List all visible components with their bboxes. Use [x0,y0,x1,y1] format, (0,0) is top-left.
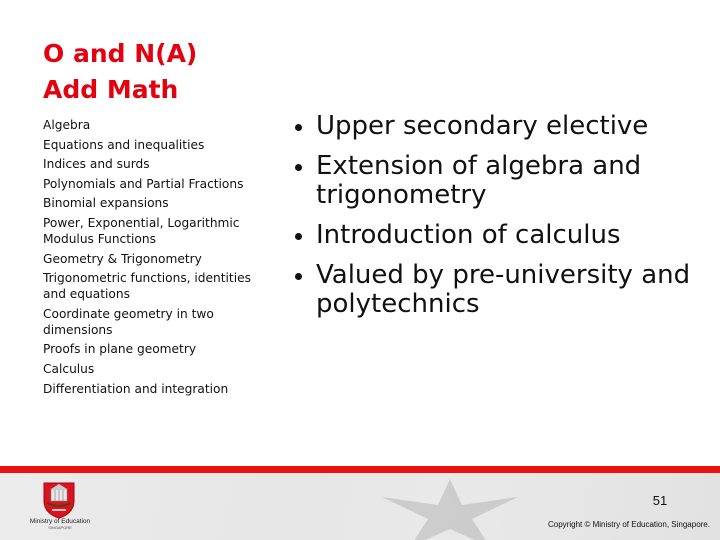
topic-item: Trigonometric functions, identities and equations [43,271,251,302]
key-point-text: Valued by pre-university and polytechnics [316,260,691,319]
key-point-text: Introduction of calculus [316,220,621,250]
bullet-icon [295,124,302,131]
logo-caption-subtitle: SINGAPORE [48,525,72,530]
starfish-watermark-icon [380,477,520,540]
slide-title-line-1: O and N(A) [43,39,198,68]
slide-title-line-2: Add Math [43,75,179,104]
footer-background [0,473,720,540]
topic-item: Proofs in plane geometry [43,342,197,357]
topic-item: Calculus [43,361,95,376]
bullet-icon [295,164,302,171]
topic-item: Algebra [43,118,91,132]
slide-title [43,36,197,108]
copyright-notice: Copyright © Ministry of Education, Singapore. [548,520,710,529]
footer-red-bar [0,466,720,473]
topic-item: Polynomials and Partial Fractions [43,176,244,191]
topic-item: Power, Exponential, Logarithmic Modulus Functions [43,215,240,246]
key-point [292,152,676,210]
moe-crest-icon [42,481,76,519]
page-number: 51 [652,493,668,508]
topic-item: Binomial expansions [43,196,169,211]
key-point-text: Upper secondary elective [316,111,649,141]
topic-list [43,117,273,400]
logo-caption-title: Ministry of Education [29,518,91,525]
key-point-text: Extension of algebra and trigonometry [316,151,642,210]
topic-item: Differentiation and integration [43,381,229,396]
key-points-list [292,112,702,330]
topic-item: Coordinate geometry in two dimensions [43,306,214,337]
logo-caption [24,518,96,530]
topic-item: Indices and surds [43,157,150,172]
key-point [292,112,702,141]
key-point [292,261,696,319]
key-point [292,221,702,250]
bullet-icon [295,233,302,240]
topic-item: Geometry & Trigonometry [43,251,202,266]
bullet-icon [295,273,302,280]
topic-item: Equations and inequalities [43,137,205,152]
